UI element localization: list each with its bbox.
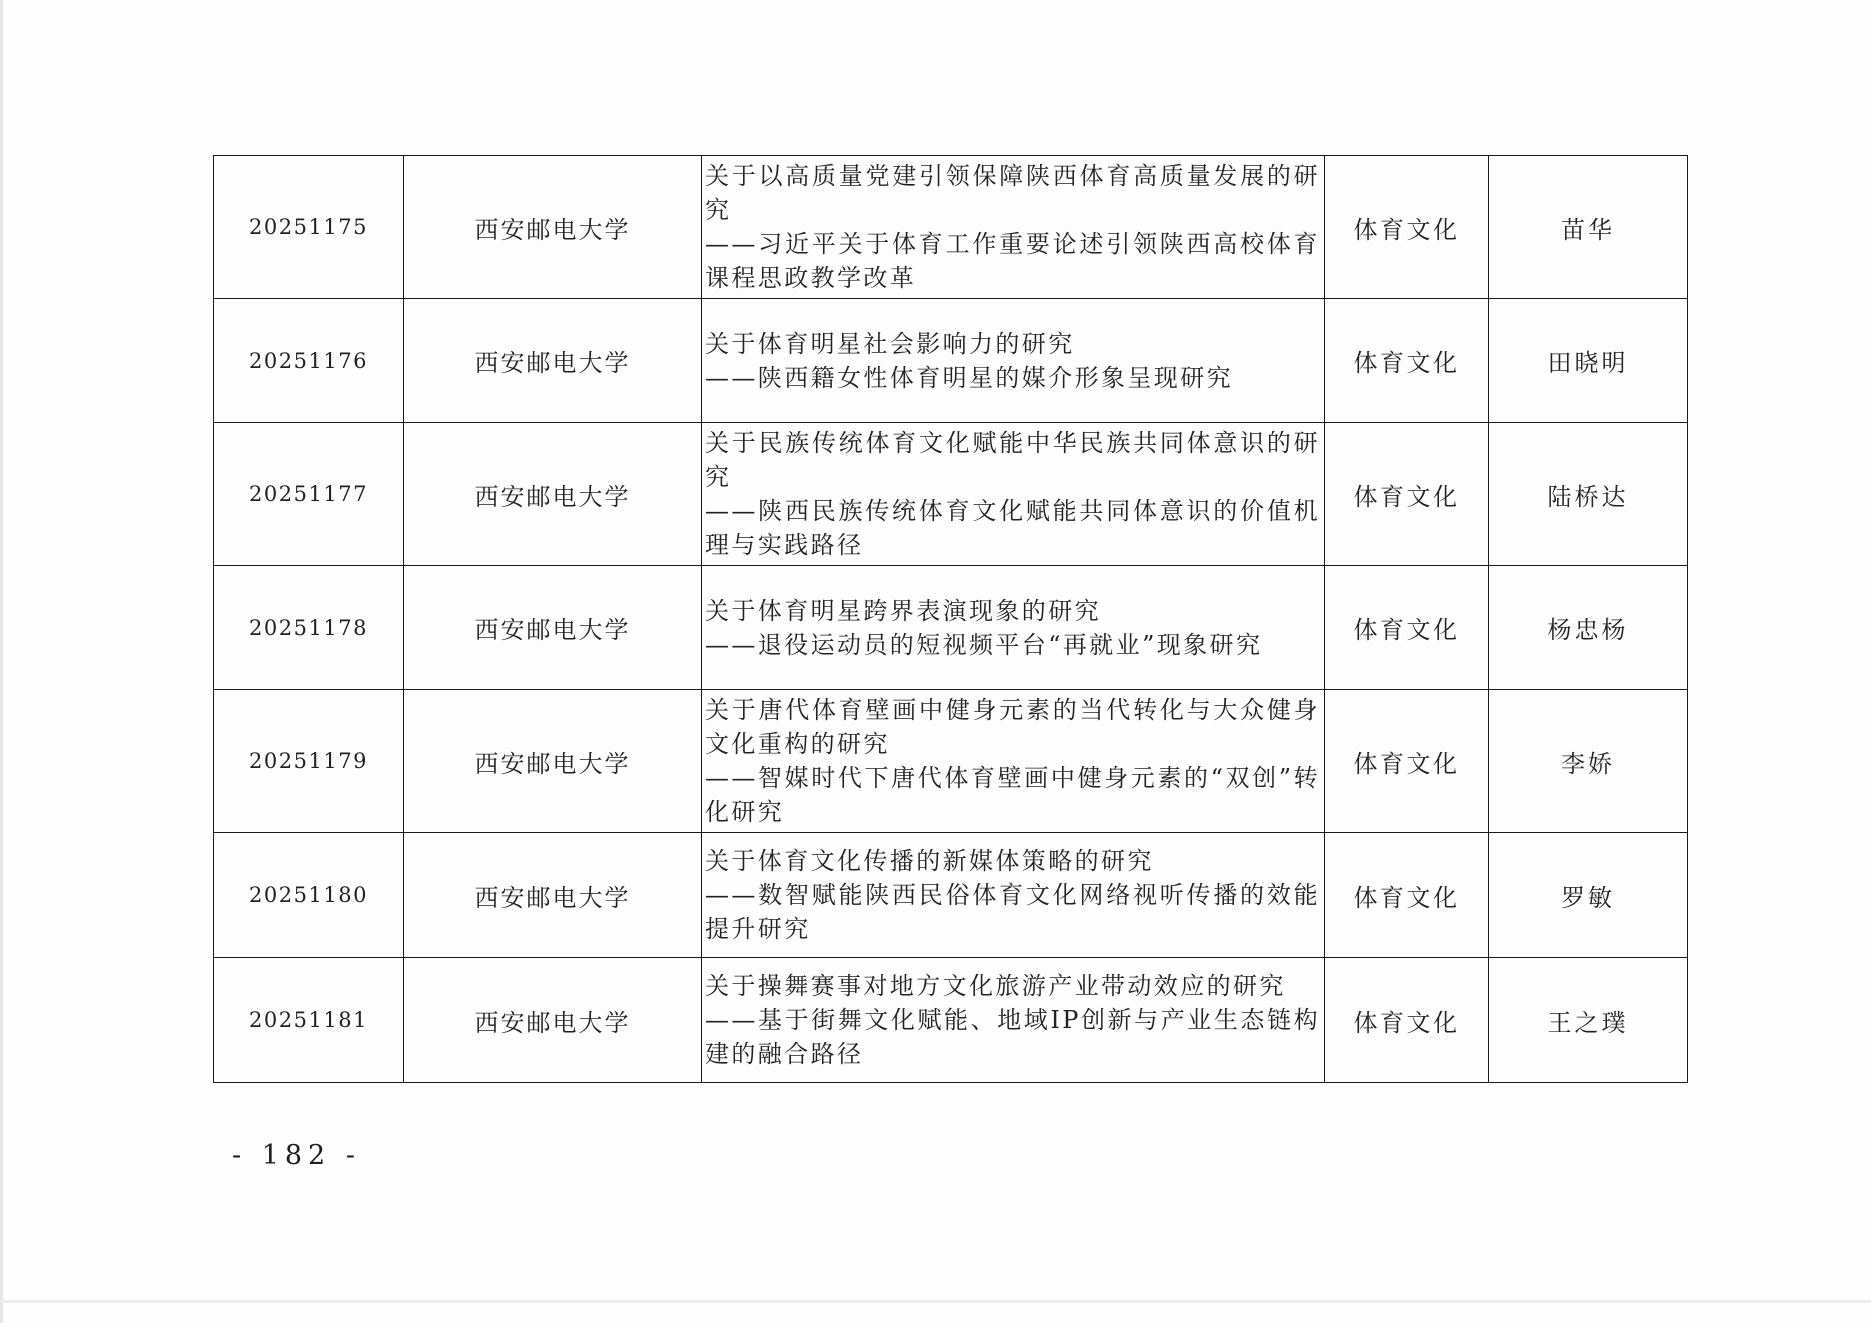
leader-cell: 罗敏 [1489,833,1688,958]
unit-cell: 西安邮电大学 [404,958,702,1083]
project-title-cell [702,690,1325,833]
unit-cell: 西安邮电大学 [404,690,702,833]
project-id-cell: 20251175 [214,156,404,299]
project-title-cell [702,156,1325,299]
table-row [214,423,1688,566]
project-title: 关于以高质量党建引领保障陕西体育高质量发展的研究 [705,162,1320,224]
project-list-table [213,155,1688,1083]
leader-cell: 李娇 [1489,690,1688,833]
category-cell: 体育文化 [1325,423,1489,566]
leader-cell: 王之璞 [1489,958,1688,1083]
project-title: 关于唐代体育壁画中健身元素的当代转化与大众健身文化重构的研究 [705,696,1320,758]
category-cell: 体育文化 [1325,566,1489,690]
project-subtitle: ——数智赋能陕西民俗体育文化网络视听传播的效能提升研究 [705,881,1320,943]
unit-cell: 西安邮电大学 [404,833,702,958]
project-subtitle: ——退役运动员的短视频平台“再就业”现象研究 [705,630,1263,659]
project-title: 关于体育明星社会影响力的研究 [705,329,1075,358]
project-title: 关于操舞赛事对地方文化旅游产业带动效应的研究 [705,972,1286,1000]
project-subtitle: ——陕西籍女性体育明星的媒介形象呈现研究 [705,363,1233,392]
leader-cell: 陆桥达 [1489,423,1688,566]
project-id-cell: 20251181 [214,958,404,1083]
project-id-cell: 20251176 [214,299,404,423]
project-title-cell [702,423,1325,566]
project-title: 关于体育文化传播的新媒体策略的研究 [705,847,1154,875]
project-id-cell: 20251177 [214,423,404,566]
table-row [214,299,1688,423]
table-row [214,690,1688,833]
leader-cell: 苗华 [1489,156,1688,299]
scan-edge-bottom [0,1300,1871,1303]
project-title-cell [702,958,1325,1083]
scan-edge-left [0,0,3,1323]
project-subtitle: ——智媒时代下唐代体育壁画中健身元素的“双创”转化研究 [705,764,1320,826]
category-cell: 体育文化 [1325,156,1489,299]
project-id-cell: 20251180 [214,833,404,958]
project-id-cell: 20251179 [214,690,404,833]
table-row [214,156,1688,299]
category-cell: 体育文化 [1325,299,1489,423]
category-cell: 体育文化 [1325,690,1489,833]
table-row [214,958,1688,1083]
table-row [214,566,1688,690]
page-number: - 182 - [232,1140,361,1171]
unit-cell: 西安邮电大学 [404,299,702,423]
project-id-cell: 20251178 [214,566,404,690]
project-subtitle: ——陕西民族传统体育文化赋能共同体意识的价值机理与实践路径 [705,497,1320,559]
project-title: 关于民族传统体育文化赋能中华民族共同体意识的研究 [705,429,1320,491]
project-title-cell [702,566,1325,690]
project-title-cell [702,299,1325,423]
project-title-cell [702,833,1325,958]
unit-cell: 西安邮电大学 [404,566,702,690]
category-cell: 体育文化 [1325,958,1489,1083]
leader-cell: 杨忠杨 [1489,566,1688,690]
unit-cell: 西安邮电大学 [404,156,702,299]
unit-cell: 西安邮电大学 [404,423,702,566]
category-cell: 体育文化 [1325,833,1489,958]
table-row [214,833,1688,958]
project-subtitle: ——基于街舞文化赋能、地域IP创新与产业生态链构建的融合路径 [705,1006,1320,1068]
project-title: 关于体育明星跨界表演现象的研究 [705,596,1101,625]
project-subtitle: ——习近平关于体育工作重要论述引领陕西高校体育课程思政教学改革 [705,230,1320,292]
leader-cell: 田晓明 [1489,299,1688,423]
